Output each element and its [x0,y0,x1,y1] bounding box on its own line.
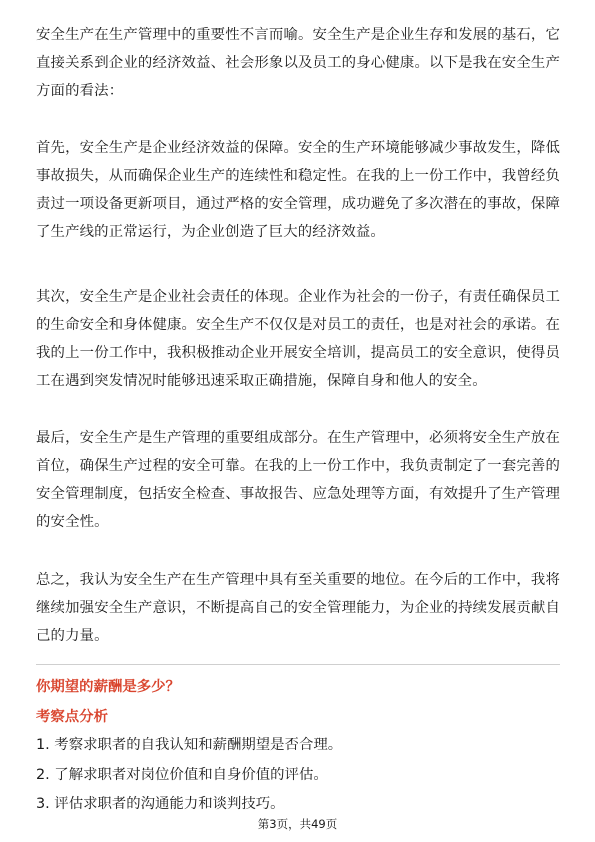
question-heading: 你期望的薪酬是多少？ [36,679,180,695]
answer-paragraph-third: 最后，安全生产是生产管理的重要组成部分。在生产管理中，必须将安全生产放在首位，确保生产过程的安全可靠。在我的上一份工作中，我负责制定了一套完善的安全管理制度，包括安全检查、事故报告、应急处理等方面，有效提升了生产管理的安全性。 [36,430,560,530]
answer-paragraph-second: 其次，安全生产是企业社会责任的体现。企业作为社会的一份子，有责任确保员工的生命安全和身体健康。安全生产不仅仅是对员工的责任，也是对社会的承诺。在我的上一份工作中，我积极推动企业开展安全培训，提高员工的安全意识，使得员工在遇到突发情况时能够迅速采取正确措施，保障自身和他人的安全。 [36,289,560,389]
list-item: 1. 考察求职者的自我认知和薪酬期望是否合理。 [36,737,343,753]
page-number-footer: 第3页，共49页 [257,817,338,831]
answer-paragraph-intro: 安全生产在生产管理中的重要性不言而喻。安全生产是企业生存和发展的基石，它直接关系到企业的经济效益、社会形象以及员工的身心健康。以下是我在安全生产方面的看法： [36,27,560,99]
list-item: 2. 了解求职者对岗位价值和自身价值的评估。 [36,766,328,783]
analysis-points-list [36,731,560,820]
answer-paragraph-first: 首先，安全生产是企业经济效益的保障。安全的生产环境能够减少事故发生，降低事故损失，从而确保企业生产的连续性和稳定性。在我的上一份工作中，我曾经负责过一项设备更新项目，通过严格的安全管理，成功避免了多次潜在的事故，保障了生产线的正常运行，为企业创造了巨大的经济效益。 [36,140,560,240]
answer-paragraph-conclusion: 总之，我认为安全生产在生产管理中具有至关重要的地位。在今后的工作中，我将继续加强安全生产意识，不断提高自己的安全管理能力，为企业的持续发展贡献自己的力量。 [36,572,560,644]
analysis-section-label: 考察点分析 [36,709,108,725]
section-divider [36,664,560,665]
list-item: 3. 评估求职者的沟通能力和谈判技巧。 [36,796,285,812]
